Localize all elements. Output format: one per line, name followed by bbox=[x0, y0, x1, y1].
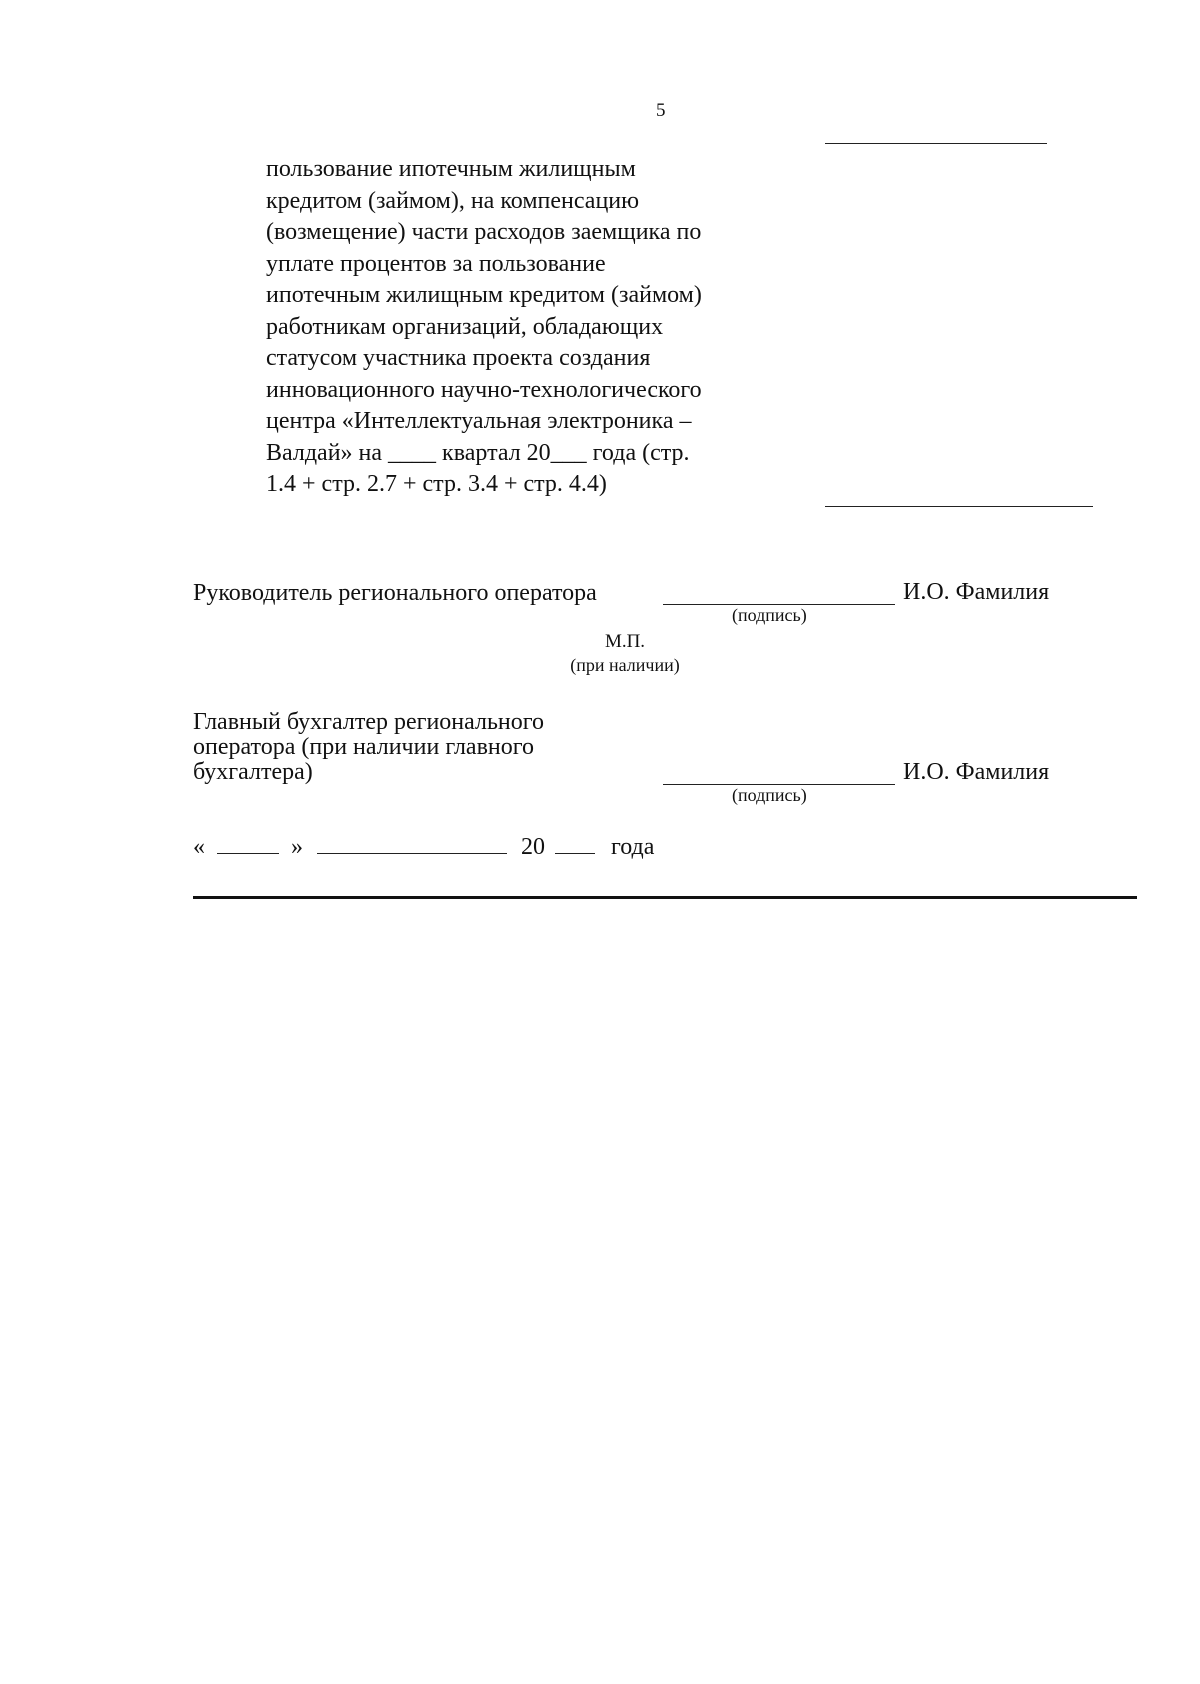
date-open-quote: « bbox=[193, 834, 205, 860]
row-text-line: работникам организаций, обладающих bbox=[266, 313, 664, 340]
stamp-placeholder bbox=[540, 630, 710, 676]
head-signature-caption: (подпись) bbox=[732, 605, 807, 625]
year-blank bbox=[555, 835, 595, 854]
date-line bbox=[193, 834, 654, 861]
year-prefix: 20 bbox=[521, 834, 545, 860]
row-text-line: пользование ипотечным жилищным bbox=[266, 156, 636, 182]
accountant-label-line: Главный бухгалтер регионального bbox=[193, 709, 545, 735]
row-text-line: центра «Интеллектуальная электроника – bbox=[266, 408, 692, 434]
page-number: 5 bbox=[656, 100, 666, 121]
date-close-quote: » bbox=[291, 834, 303, 860]
date-suffix: года bbox=[611, 834, 655, 860]
row-text-line: Валдай» на ____ квартал 20___ года (стр. bbox=[266, 439, 690, 466]
row-text-line: ипотечным жилищным кредитом (займом) bbox=[266, 282, 702, 308]
row-text-line: (возмещение) части расходов заемщика по bbox=[266, 219, 702, 245]
accountant-signature-label bbox=[193, 710, 544, 785]
row-text-line: 1.4 + стр. 2.7 + стр. 3.4 + стр. 4.4) bbox=[266, 471, 607, 497]
accountant-label-line: оператора (при наличии главного bbox=[193, 734, 534, 760]
value-line-bottom bbox=[825, 506, 1093, 507]
row-text-line: кредитом (займом), на компенсацию bbox=[266, 187, 640, 214]
day-blank bbox=[217, 835, 279, 854]
row-text-line: инновационного научно-технологического bbox=[266, 376, 702, 403]
accountant-label-line: бухгалтера) bbox=[193, 759, 313, 785]
value-line-top bbox=[825, 143, 1047, 144]
stamp-note: (при наличии) bbox=[570, 655, 680, 675]
accountant-signature-name: И.О. Фамилия bbox=[903, 759, 1050, 785]
head-signature-name: И.О. Фамилия bbox=[903, 579, 1050, 605]
row-text-line: статусом участника проекта создания bbox=[266, 345, 651, 371]
stamp-label: М.П. bbox=[604, 631, 646, 652]
row-text-line: уплате процентов за пользование bbox=[266, 250, 606, 277]
bottom-rule bbox=[193, 896, 1137, 899]
month-blank bbox=[317, 835, 507, 854]
head-signature-label: Руководитель регионального оператора bbox=[193, 580, 597, 606]
report-row-text bbox=[266, 154, 796, 501]
accountant-signature-caption: (подпись) bbox=[732, 785, 807, 805]
